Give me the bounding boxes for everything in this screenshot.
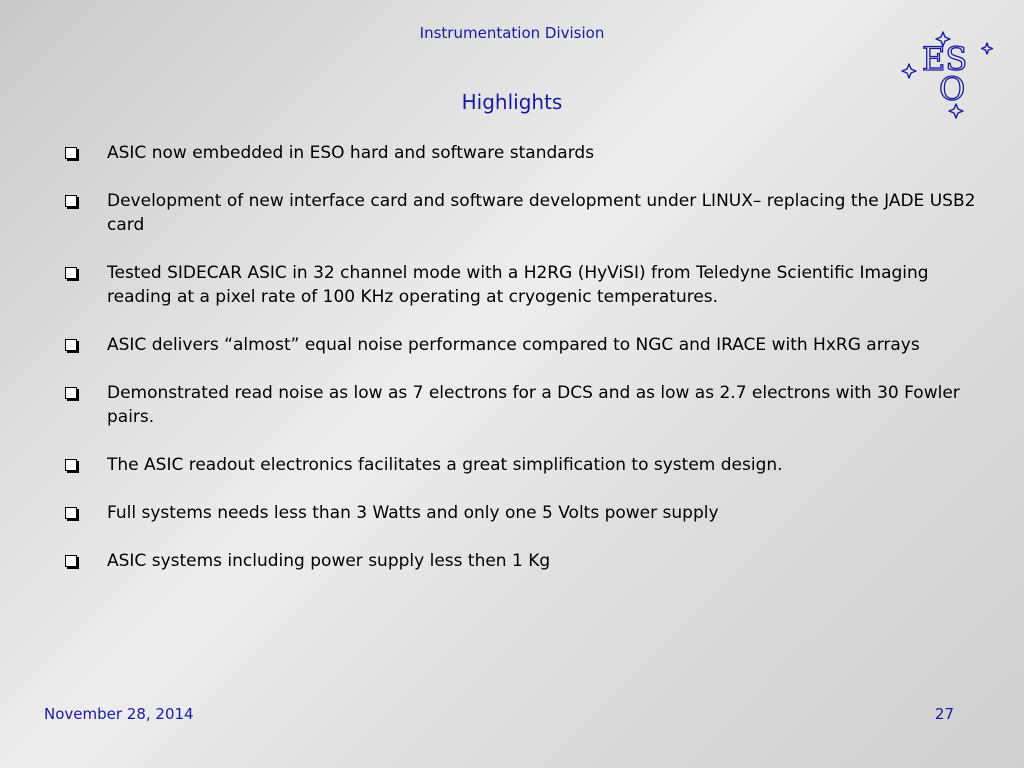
list-item (62, 261, 982, 309)
list-item-text: ASIC now embedded in ESO hard and software standards (107, 143, 595, 163)
logo-letters-bottom: O (939, 70, 966, 108)
list-item (62, 141, 982, 165)
checkbox-bullet-icon (65, 147, 77, 159)
list-item (62, 501, 982, 525)
list-item (62, 189, 982, 237)
logo-letters-top: ES (922, 40, 968, 78)
checkbox-bullet-icon (65, 555, 77, 567)
checkbox-bullet-icon (65, 339, 77, 351)
division-title: Instrumentation Division (419, 24, 605, 42)
list-item-text: Development of new interface card and software development under LINUX– replacing the JADE USB2 card (107, 191, 976, 235)
highlights-list (62, 141, 982, 597)
list-item (62, 549, 982, 573)
list-item-text: ASIC systems including power supply less then 1 Kg (107, 551, 551, 571)
page-number: 27 (934, 705, 954, 723)
checkbox-bullet-icon (65, 459, 77, 471)
checkbox-bullet-icon (65, 267, 77, 279)
logo-star-icon (902, 64, 916, 78)
list-item-text: Full systems needs less than 3 Watts and only one 5 Volts power supply (107, 503, 719, 523)
list-item (62, 333, 982, 357)
list-item (62, 381, 982, 429)
list-item (62, 453, 982, 477)
logo-star-icon (982, 43, 993, 54)
checkbox-bullet-icon (65, 507, 77, 519)
list-item-text: Tested SIDECAR ASIC in 32 channel mode with a H2RG (HyViSI) from Teledyne Scientific Imaging reading at a pixel rate of 100 KHz operating at cryogenic temperatures. (107, 263, 929, 307)
list-item-text: Demonstrated read noise as low as 7 electrons for a DCS and as low as 2.7 electrons with 30 Fowler pairs. (107, 383, 960, 427)
list-item-text: The ASIC readout electronics facilitates a great simplification to system design. (107, 455, 783, 475)
list-item-text: ASIC delivers “almost” equal noise performance compared to NGC and IRACE with HxRG arrays (107, 335, 920, 355)
page-title: Highlights (461, 90, 563, 114)
eso-logo (895, 22, 1000, 127)
checkbox-bullet-icon (65, 195, 77, 207)
footer-date: November 28, 2014 (44, 705, 194, 723)
checkbox-bullet-icon (65, 387, 77, 399)
